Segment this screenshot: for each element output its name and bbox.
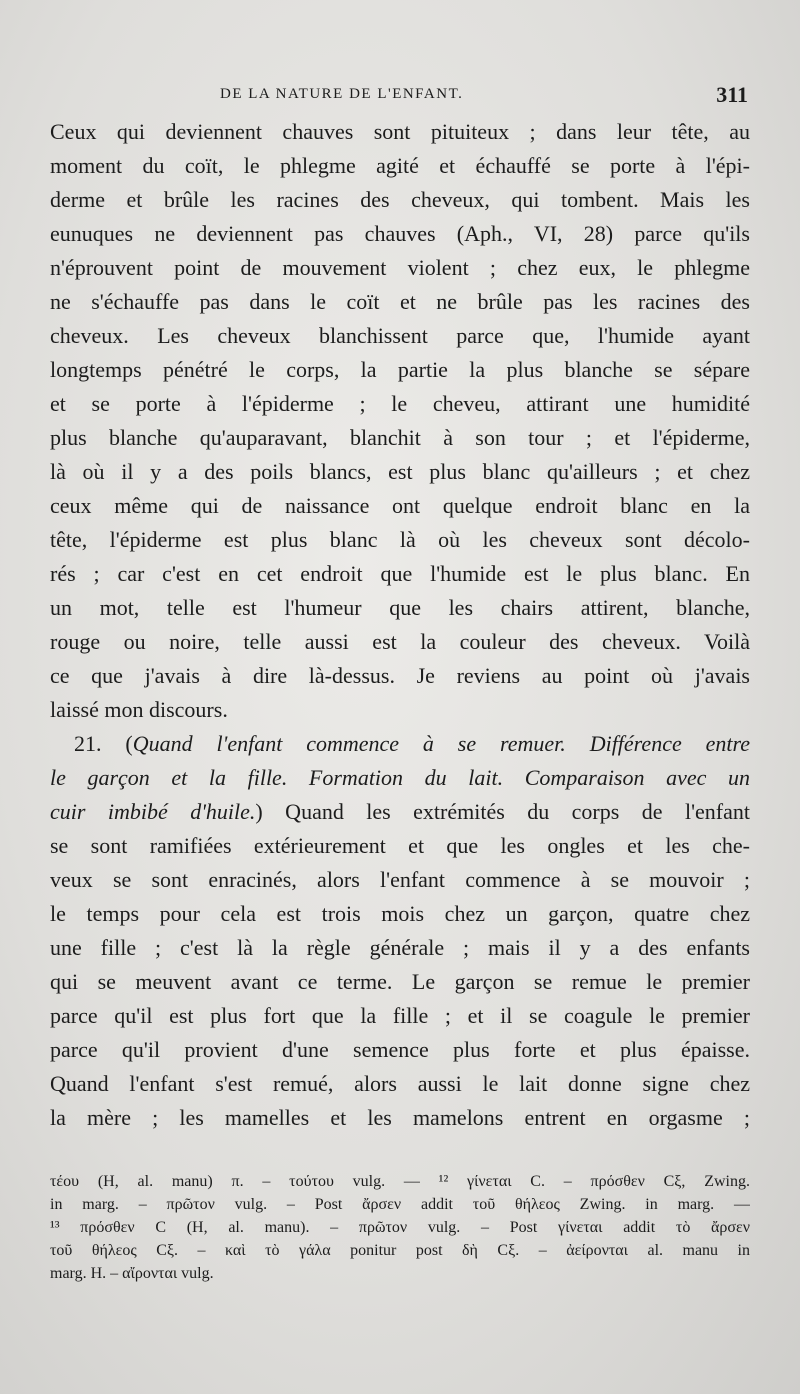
text-line: longtemps pénétré le corps, la partie la plus blanche se sépare bbox=[50, 357, 750, 382]
body-text bbox=[50, 115, 750, 1135]
text-line: la mère ; les mamelles et les mamelons entrent en orgasme ; bbox=[50, 1105, 750, 1130]
section-title-line bbox=[50, 795, 750, 829]
text-line: cheveux. Les cheveux blanchissent parce que, l'humide ayant bbox=[50, 323, 750, 348]
text-line: là où il y a des poils blancs, est plus blanc qu'ailleurs ; et chez bbox=[50, 459, 750, 484]
text-line: le temps pour cela est trois mois chez un garçon, quatre chez bbox=[50, 901, 750, 926]
text-run: Quand les extrémités du corps de l'enfant bbox=[262, 799, 750, 824]
text-line: veux se sont enracinés, alors l'enfant commence à se mouvoir ; bbox=[50, 867, 750, 892]
text-line: parce qu'il provient d'une semence plus forte et plus épaisse. bbox=[50, 1037, 750, 1062]
text-line: plus blanche qu'auparavant, blanchit à son tour ; et l'épiderme, bbox=[50, 425, 750, 450]
text-line: derme et brûle les racines des cheveux, qui tombent. Mais les bbox=[50, 187, 750, 212]
footnotes bbox=[50, 1170, 750, 1285]
text-line: qui se meuvent avant ce terme. Le garçon se remue le premier bbox=[50, 969, 750, 994]
text-line: une fille ; c'est là la règle générale ; mais il y a des enfants bbox=[50, 935, 750, 960]
section-title-end: cuir imbibé d'huile. bbox=[50, 799, 256, 824]
section-title-open: ( bbox=[125, 731, 133, 756]
text-line: ceux même qui de naissance ont quelque endroit blanc en la bbox=[50, 493, 750, 518]
text-line: n'éprouvent point de mouvement violent ; chez eux, le phlegme bbox=[50, 255, 750, 280]
text-line: moment du coït, le phlegme agité et échauffé se porte à l'épi- bbox=[50, 153, 750, 178]
section-heading-line bbox=[50, 727, 750, 761]
text-line: ne s'échauffe pas dans le coït et ne brûle pas les racines des bbox=[50, 289, 750, 314]
section-number: 21. bbox=[74, 731, 102, 756]
page-header bbox=[50, 82, 750, 112]
footnote-line: τέου (H, al. manu) π. – τούτου vulg. — ¹² γίνεται C. – πρόσθεν Cξ, Zwing. bbox=[50, 1173, 750, 1190]
text-line: eunuques ne deviennent pas chauves (Aph., VI, 28) parce qu'ils bbox=[50, 221, 750, 246]
page-number: 311 bbox=[716, 82, 748, 107]
text-line: un mot, telle est l'humeur que les chairs attirent, blanche, bbox=[50, 595, 750, 620]
text-line: rés ; car c'est en cet endroit que l'humide est le plus blanc. En bbox=[50, 561, 750, 586]
running-head: DE LA NATURE DE L'ENFANT. bbox=[220, 86, 464, 102]
text-line: Ceux qui deviennent chauves sont pituiteux ; dans leur tête, au bbox=[50, 119, 750, 144]
text-line: tête, l'épiderme est plus blanc là où les cheveux sont décolo- bbox=[50, 527, 750, 552]
footnote-line: marg. H. – αἴρονται vulg. bbox=[50, 1265, 214, 1282]
section-title-line: le garçon et la fille. Formation du lait. Comparaison avec un bbox=[50, 765, 750, 790]
text-line: parce qu'il est plus fort que la fille ; et il se coagule le premier bbox=[50, 1003, 750, 1028]
text-line: et se porte à l'épiderme ; le cheveu, attirant une humidité bbox=[50, 391, 750, 416]
footnote-line: in marg. – πρῶτον vulg. – Post ἄρσεν addit τοῦ θήλεος Zwing. in marg. — bbox=[50, 1196, 750, 1213]
text-line: Quand l'enfant s'est remué, alors aussi le lait donne signe chez bbox=[50, 1071, 750, 1096]
footnote-line: ¹³ πρόσθεν C (H, al. manu). – πρῶτον vulg. – Post γίνεται addit τὸ ἄρσεν bbox=[50, 1219, 750, 1236]
text-line: se sont ramifiées extérieurement et que les ongles et les che- bbox=[50, 833, 750, 858]
footnote-line: τοῦ θήλεος Cξ. – καὶ τὸ γάλα ponitur post δὴ Cξ. – ἀείρονται al. manu in bbox=[50, 1242, 750, 1259]
text-line: laissé mon discours. bbox=[50, 697, 228, 722]
text-line: ce que j'avais à dire là-dessus. Je reviens au point où j'avais bbox=[50, 663, 750, 688]
section-title-close: ) bbox=[255, 799, 263, 824]
text-line: rouge ou noire, telle aussi est la couleur des cheveux. Voilà bbox=[50, 629, 750, 654]
section-title: Quand l'enfant commence à se remuer. Différence entre bbox=[132, 731, 750, 756]
